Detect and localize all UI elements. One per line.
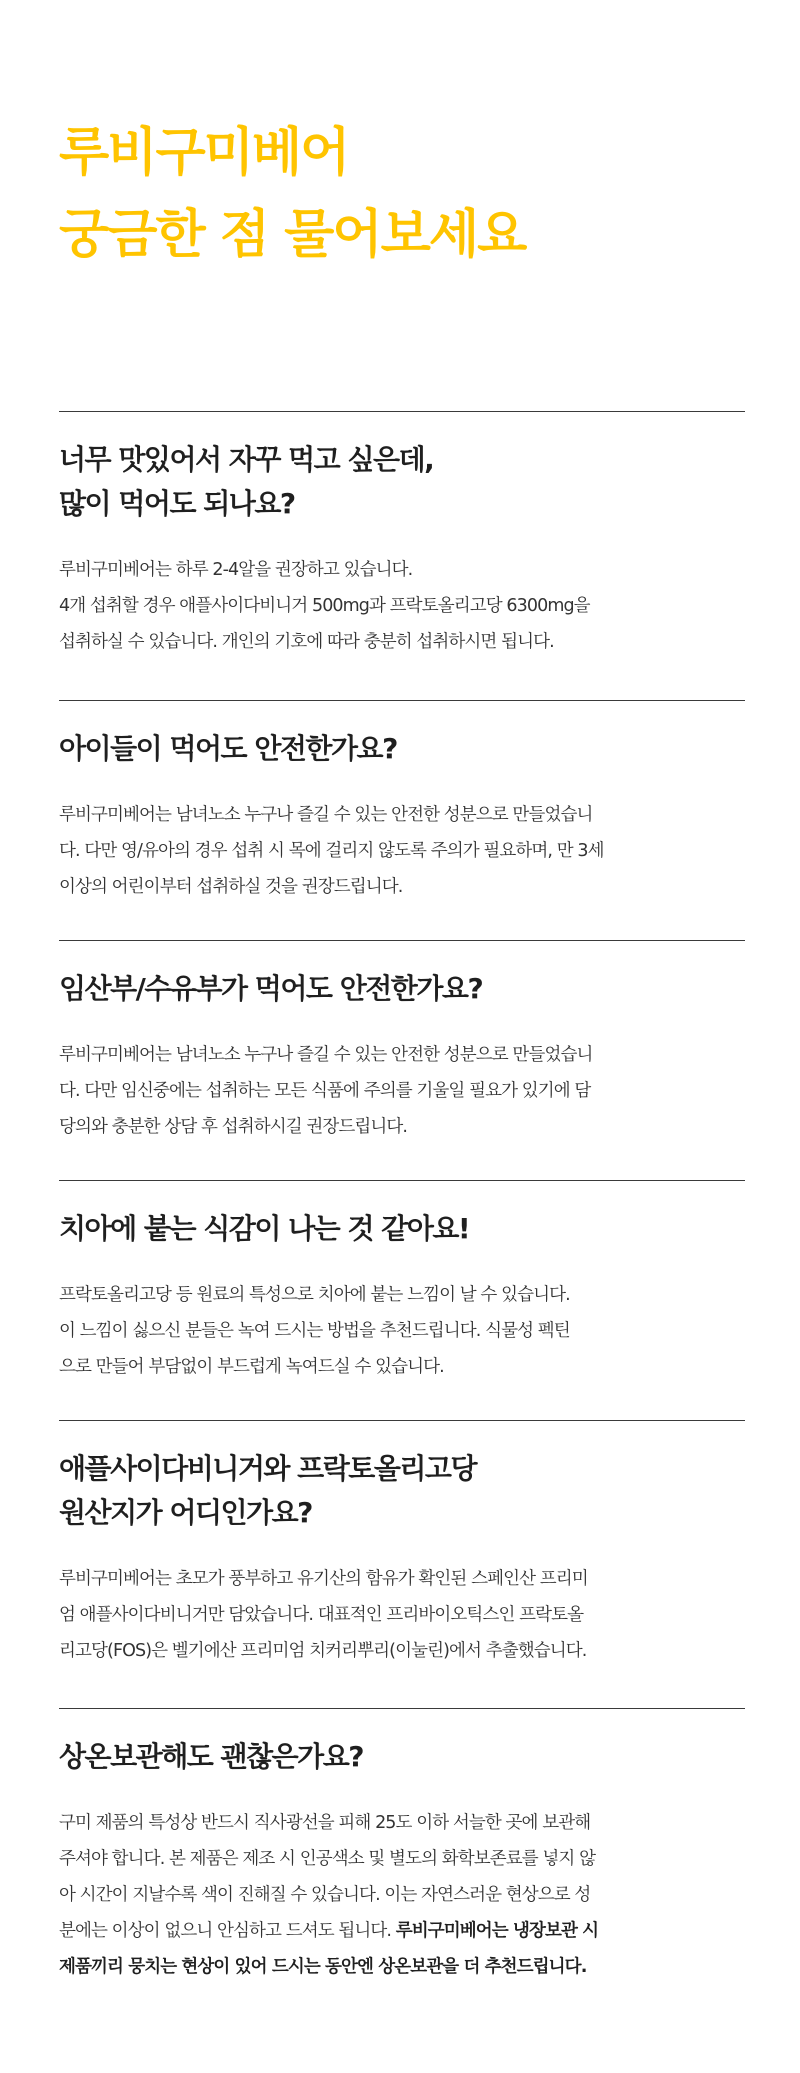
faq-item-5 bbox=[59, 1420, 745, 1669]
question-line: 너무 맛있어서 자꾸 먹고 싶은데, bbox=[59, 443, 434, 476]
answer-line: 아 시간이 지날수록 색이 진해질 수 있습니다. 이는 자연스러운 현상으로 성 bbox=[59, 1885, 591, 1905]
answer-line-mixed bbox=[59, 1913, 745, 1949]
hero-title-line-2: 궁금한 점 물어보세요 bbox=[59, 205, 526, 265]
answer-line: 리고당(FOS)은 벨기에산 프리미엄 치커리뿌리(이눌린)에서 추출했습니다. bbox=[59, 1641, 587, 1661]
hero-title-line-1: 루비구미베어 bbox=[59, 123, 349, 183]
answer-line: 이상의 어린이부터 섭취하실 것을 권장드립니다. bbox=[59, 877, 403, 897]
answer-emphasis-line: 제품끼리 뭉치는 현상이 있어 드시는 동안엔 상온보관을 더 추천드립니다. bbox=[59, 1957, 587, 1977]
question-line: 임산부/수유부가 먹어도 안전한가요? bbox=[59, 972, 483, 1005]
answer-line: 프락토올리고당 등 원료의 특성으로 치아에 붙는 느낌이 날 수 있습니다. bbox=[59, 1285, 570, 1305]
faq-question bbox=[59, 941, 745, 1011]
answer-line: 으로 만들어 부담없이 부드럽게 녹여드실 수 있습니다. bbox=[59, 1357, 444, 1377]
answer-line: 이 느낌이 싫으신 분들은 녹여 드시는 방법을 추천드립니다. 식물성 펙틴 bbox=[59, 1321, 570, 1341]
faq-question bbox=[59, 1181, 745, 1251]
faq-question bbox=[59, 1709, 745, 1779]
faq-answer bbox=[59, 797, 745, 905]
answer-text: 분에는 이상이 없으니 안심하고 드셔도 됩니다. bbox=[59, 1921, 396, 1941]
faq-item-3 bbox=[59, 940, 745, 1145]
answer-line: 당의와 충분한 상담 후 섭취하시길 권장드립니다. bbox=[59, 1117, 408, 1137]
answer-line: 루비구미베어는 남녀노소 누구나 즐길 수 있는 안전한 성분으로 만들었습니 bbox=[59, 1045, 593, 1065]
faq-answer bbox=[59, 1805, 745, 1985]
answer-line: 루비구미베어는 초모가 풍부하고 유기산의 함유가 확인된 스페인산 프리미 bbox=[59, 1569, 588, 1589]
answer-line: 섭취하실 수 있습니다. 개인의 기호에 따라 충분히 섭취하시면 됩니다. bbox=[59, 632, 554, 652]
question-line: 애플사이다비니거와 프락토올리고당 bbox=[59, 1452, 477, 1485]
faq-answer bbox=[59, 1561, 745, 1669]
answer-line: 엄 애플사이다비니거만 담았습니다. 대표적인 프리바이오틱스인 프락토올 bbox=[59, 1605, 584, 1625]
answer-line: 다. 다만 임신중에는 섭취하는 모든 식품에 주의를 기울일 필요가 있기에 담 bbox=[59, 1081, 591, 1101]
question-line: 아이들이 먹어도 안전한가요? bbox=[59, 732, 397, 765]
faq-item-4 bbox=[59, 1180, 745, 1385]
faq-question bbox=[59, 412, 745, 526]
answer-line: 루비구미베어는 하루 2-4알을 권장하고 있습니다. bbox=[59, 560, 413, 580]
faq-question bbox=[59, 701, 745, 771]
faq-item-2 bbox=[59, 700, 745, 905]
faq-answer bbox=[59, 1277, 745, 1385]
faq-answer bbox=[59, 1037, 745, 1145]
question-line: 상온보관해도 괜찮은가요? bbox=[59, 1740, 364, 1773]
faq-item-1 bbox=[59, 411, 745, 660]
answer-emphasis: 루비구미베어는 냉장보관 시 bbox=[395, 1921, 599, 1941]
question-line: 치아에 붙는 식감이 나는 것 같아요! bbox=[59, 1212, 470, 1245]
answer-line: 주셔야 합니다. 본 제품은 제조 시 인공색소 및 별도의 화학보존료를 넣지 않 bbox=[59, 1849, 596, 1869]
answer-line: 다. 다만 영/유아의 경우 섭취 시 목에 걸리지 않도록 주의가 필요하며, 만 3세 bbox=[59, 841, 604, 861]
answer-line: 루비구미베어는 남녀노소 누구나 즐길 수 있는 안전한 성분으로 만들었습니 bbox=[59, 805, 593, 825]
faq-item-6 bbox=[59, 1708, 745, 1985]
faq-answer bbox=[59, 552, 745, 660]
answer-line: 4개 섭취할 경우 애플사이다비니거 500mg과 프락토올리고당 6300mg을 bbox=[59, 596, 590, 616]
hero-heading bbox=[59, 112, 749, 276]
answer-line: 구미 제품의 특성상 반드시 직사광선을 피해 25도 이하 서늘한 곳에 보관해 bbox=[59, 1813, 591, 1833]
question-line: 원산지가 어디인가요? bbox=[59, 1496, 312, 1529]
faq-question bbox=[59, 1421, 745, 1535]
question-line: 많이 먹어도 되나요? bbox=[59, 487, 295, 520]
